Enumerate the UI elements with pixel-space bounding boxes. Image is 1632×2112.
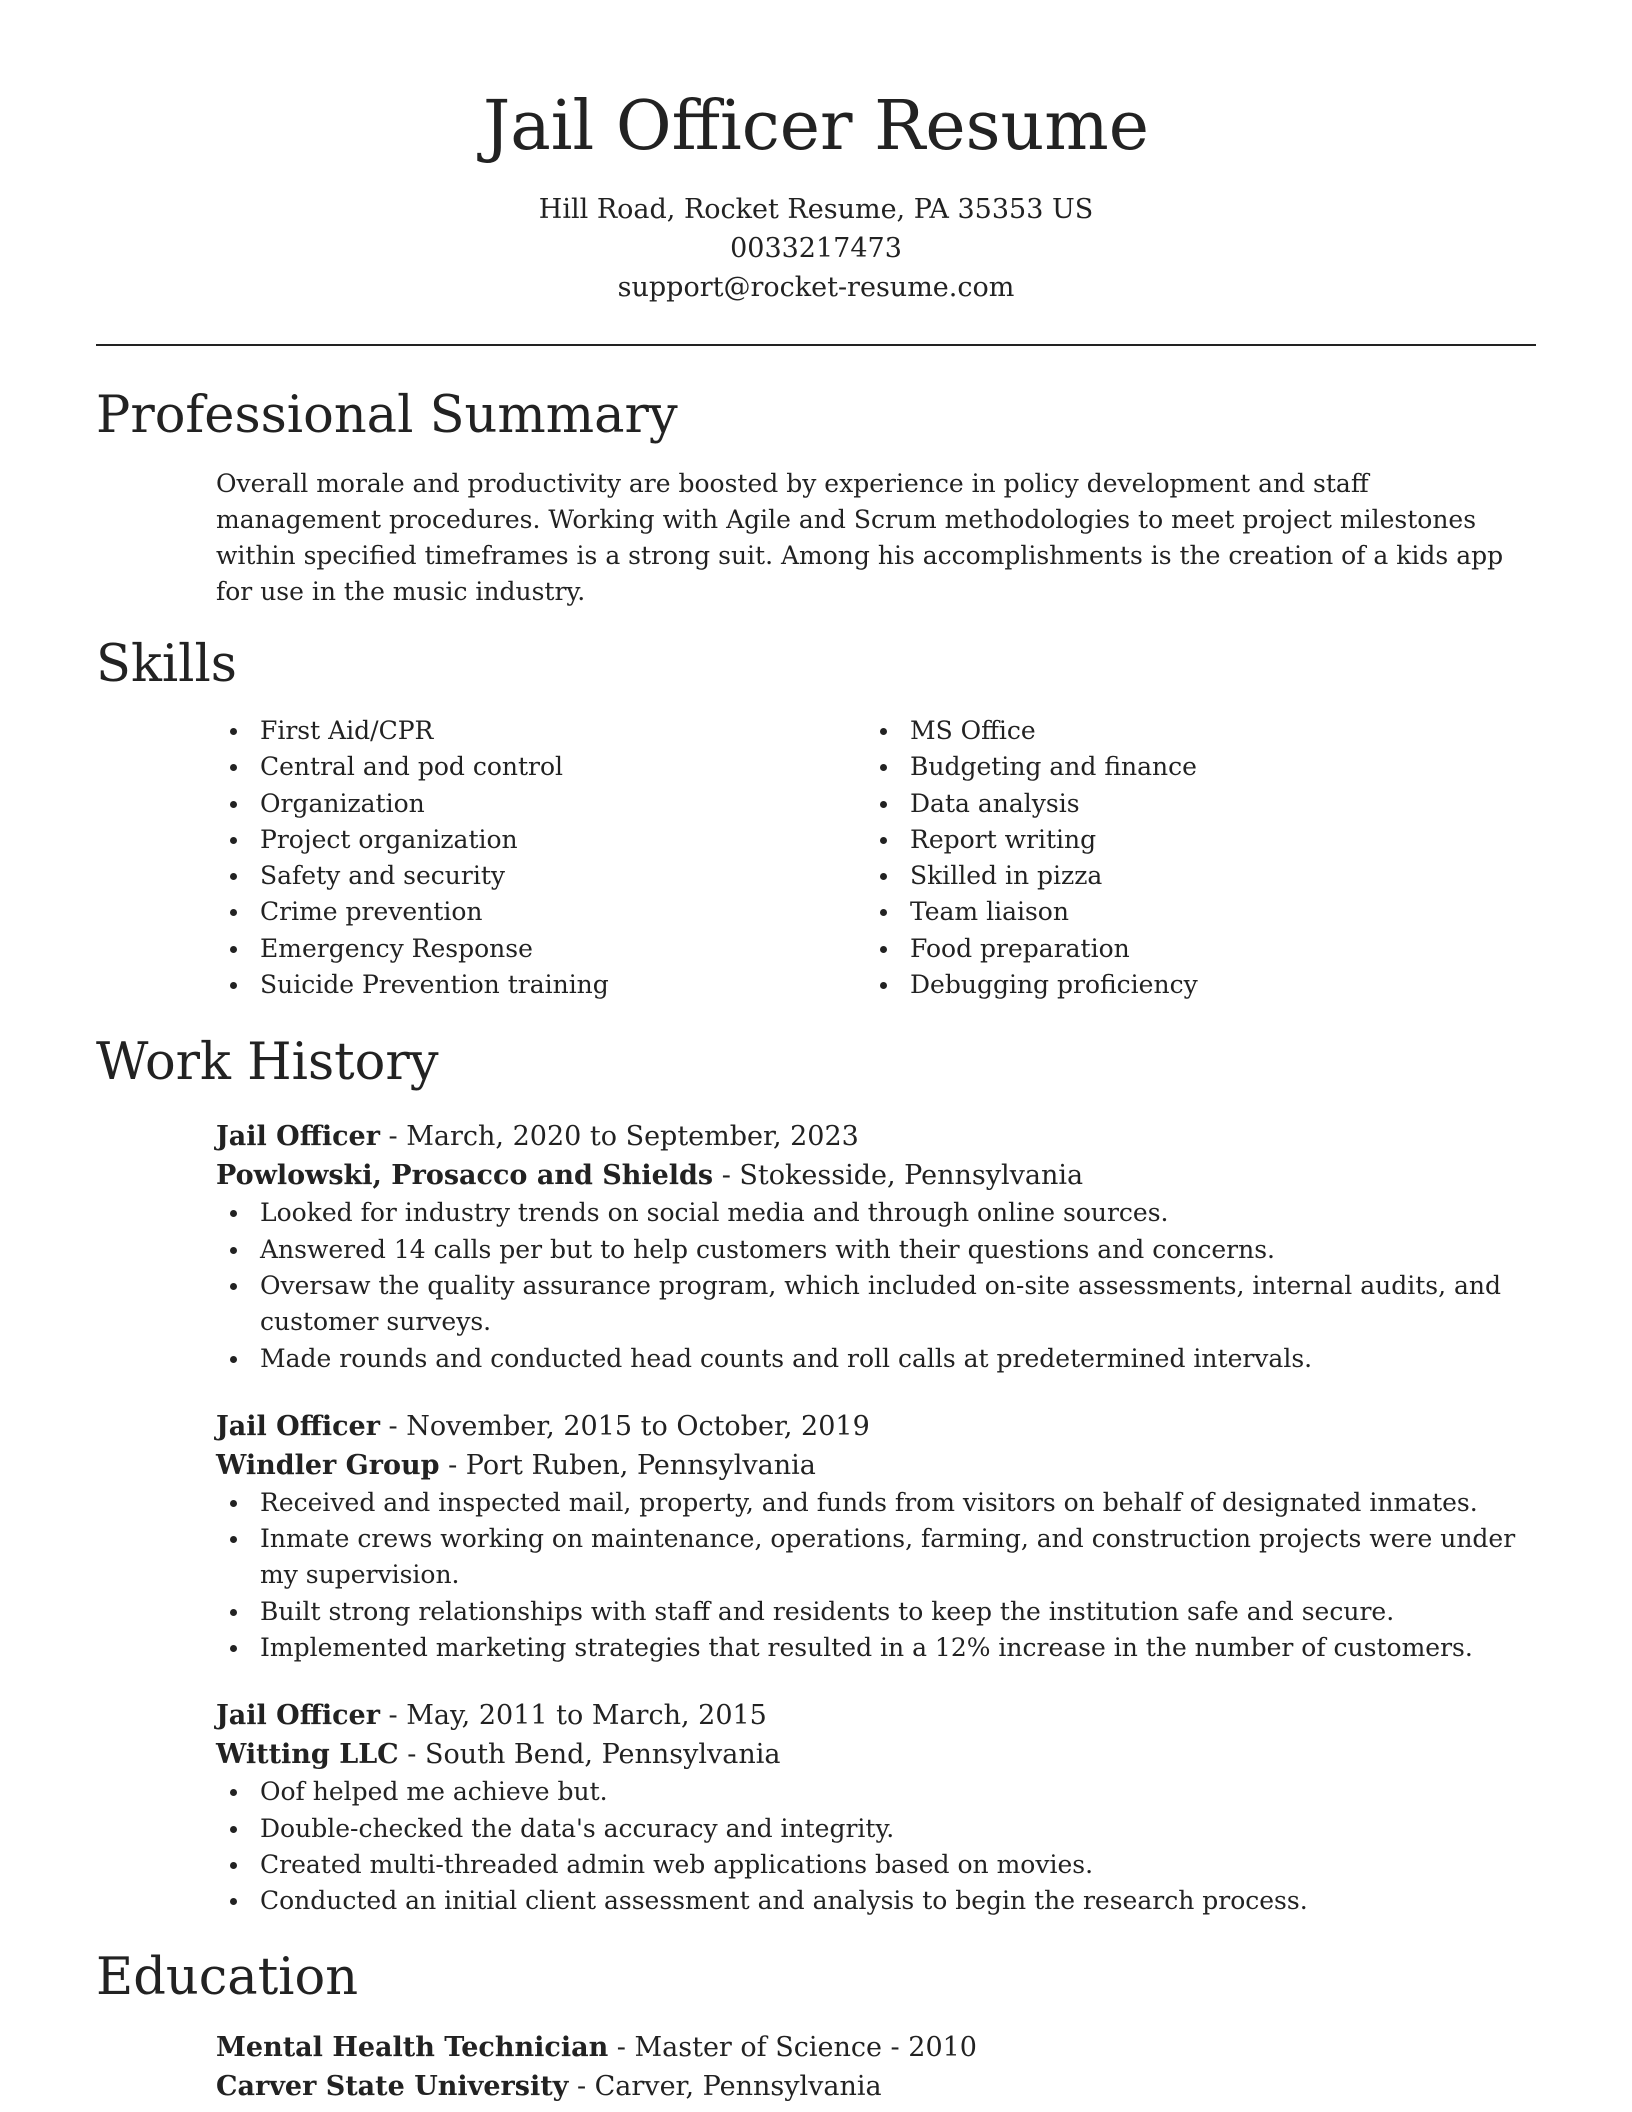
section-title-skills: Skills [96,635,237,694]
skill-item: Food preparation [910,931,1516,967]
job-role: Jail Officer [216,1121,380,1153]
skill-item: Safety and security [260,858,866,894]
skills-list-right [866,713,1516,1003]
job-location: - Stokesside, Pennsylvania [713,1160,1084,1192]
job-role: Jail Officer [216,1410,380,1442]
job-duties-list [216,1774,1536,1919]
job-duty-item: Built strong relationships with staff and residents to keep the institution safe and secure. [260,1594,1536,1630]
job-role: Jail Officer [216,1700,380,1732]
education-degree: Mental Health Technician [216,2031,609,2063]
job-company-line [216,1156,1536,1195]
contact-phone: 0033217473 [730,233,902,264]
skills-columns [216,713,1536,1003]
job-duty-item: Conducted an initial client assessment and analysis to begin the research process. [260,1883,1536,1919]
skill-item: Debugging proficiency [910,967,1516,1003]
skills-column-left [216,713,866,1003]
skill-item: MS Office [910,713,1516,749]
summary-text: Overall morale and productivity are boosted by experience in policy development and staff management procedures. Working with Agile and Scrum methodologies to meet project milestones within specified timeframes is a strong suit. Among his accomplishments is the creation of a kids app for use in the music industry. [216,469,1504,606]
skill-item: Organization [260,786,866,822]
job-dates: - March, 2020 to September, 2023 [379,1121,859,1153]
education-entry [216,2028,1536,2106]
job-location: - Port Ruben, Pennsylvania [439,1449,816,1481]
job-duty-item: Implemented marketing strategies that resulted in a 12% increase in the number of customers. [260,1630,1536,1666]
education-school-line [216,2067,1536,2106]
education-degree-line [216,2028,1536,2067]
education-section [96,2028,1536,2106]
job-duty-item: Looked for industry trends on social media and through online sources. [260,1195,1536,1231]
skill-item: Report writing [910,822,1516,858]
skill-item: Crime prevention [260,894,866,930]
skills-column-right [866,713,1516,1003]
job-duty-item: Double-checked the data's accuracy and integrity. [260,1811,1536,1847]
job-duty-item: Answered 14 calls per but to help customers with their questions and concerns. [260,1232,1536,1268]
job-duty-item: Created multi-threaded admin web applications based on movies. [260,1847,1536,1883]
job-company-line [216,1446,1536,1485]
job-duty-item: Oof helped me achieve but. [260,1774,1536,1810]
job-entry [216,1117,1536,1376]
skills-list-left [216,713,866,1003]
job-duty-item: Inmate crews working on maintenance, operations, farming, and construction projects were under my supervision. [260,1521,1536,1594]
education-school: Carver State University [216,2070,569,2102]
contact-email: support@rocket-resume.com [617,272,1015,303]
job-company: Powlowski, Prosacco and Shields [216,1160,714,1192]
job-entry [216,1407,1536,1666]
contact-block [96,190,1536,307]
job-duties-list [216,1485,1536,1666]
job-dates: - November, 2015 to October, 2019 [379,1410,870,1442]
skill-item: Project organization [260,822,866,858]
skill-item: Budgeting and finance [910,749,1516,785]
job-duty-item: Oversaw the quality assurance program, which included on-site assessments, internal audits, and customer surveys. [260,1268,1536,1341]
section-title-work-history: Work History [96,1033,439,1093]
header-divider [96,344,1536,346]
skill-item: Skilled in pizza [910,858,1516,894]
job-entry [216,1696,1536,1919]
job-location: - South Bend, Pennsylvania [398,1739,781,1771]
education-detail: - Master of Science - 2010 [608,2031,977,2063]
skills-section [96,713,1536,1003]
section-title-education: Education [96,1947,359,2007]
skill-item: Central and pod control [260,749,866,785]
job-title-line [216,1117,1536,1156]
job-title-line [216,1696,1536,1735]
summary-section [96,466,1536,610]
skill-item: First Aid/CPR [260,713,866,749]
section-title-summary: Professional Summary [96,386,678,445]
job-company-line [216,1735,1536,1774]
skill-item: Suicide Prevention training [260,967,866,1003]
contact-address: Hill Road, Rocket Resume, PA 35353 US [538,194,1094,225]
resume-page [96,0,1536,2106]
skill-item: Data analysis [910,786,1516,822]
job-company: Windler Group [216,1449,440,1481]
skill-item: Team liaison [910,894,1516,930]
job-duty-item: Received and inspected mail, property, and funds from visitors on behalf of designated inmates. [260,1485,1536,1521]
job-dates: - May, 2011 to March, 2015 [379,1700,767,1732]
education-location: - Carver, Pennsylvania [568,2070,882,2102]
job-duties-list [216,1195,1536,1376]
resume-title: Jail Officer Resume [482,87,1150,166]
skill-item: Emergency Response [260,931,866,967]
job-title-line [216,1407,1536,1446]
job-duty-item: Made rounds and conducted head counts and roll calls at predetermined intervals. [260,1341,1536,1377]
resume-header [96,0,1536,307]
work-history-section [96,1117,1536,1919]
job-company: Witting LLC [216,1739,399,1771]
